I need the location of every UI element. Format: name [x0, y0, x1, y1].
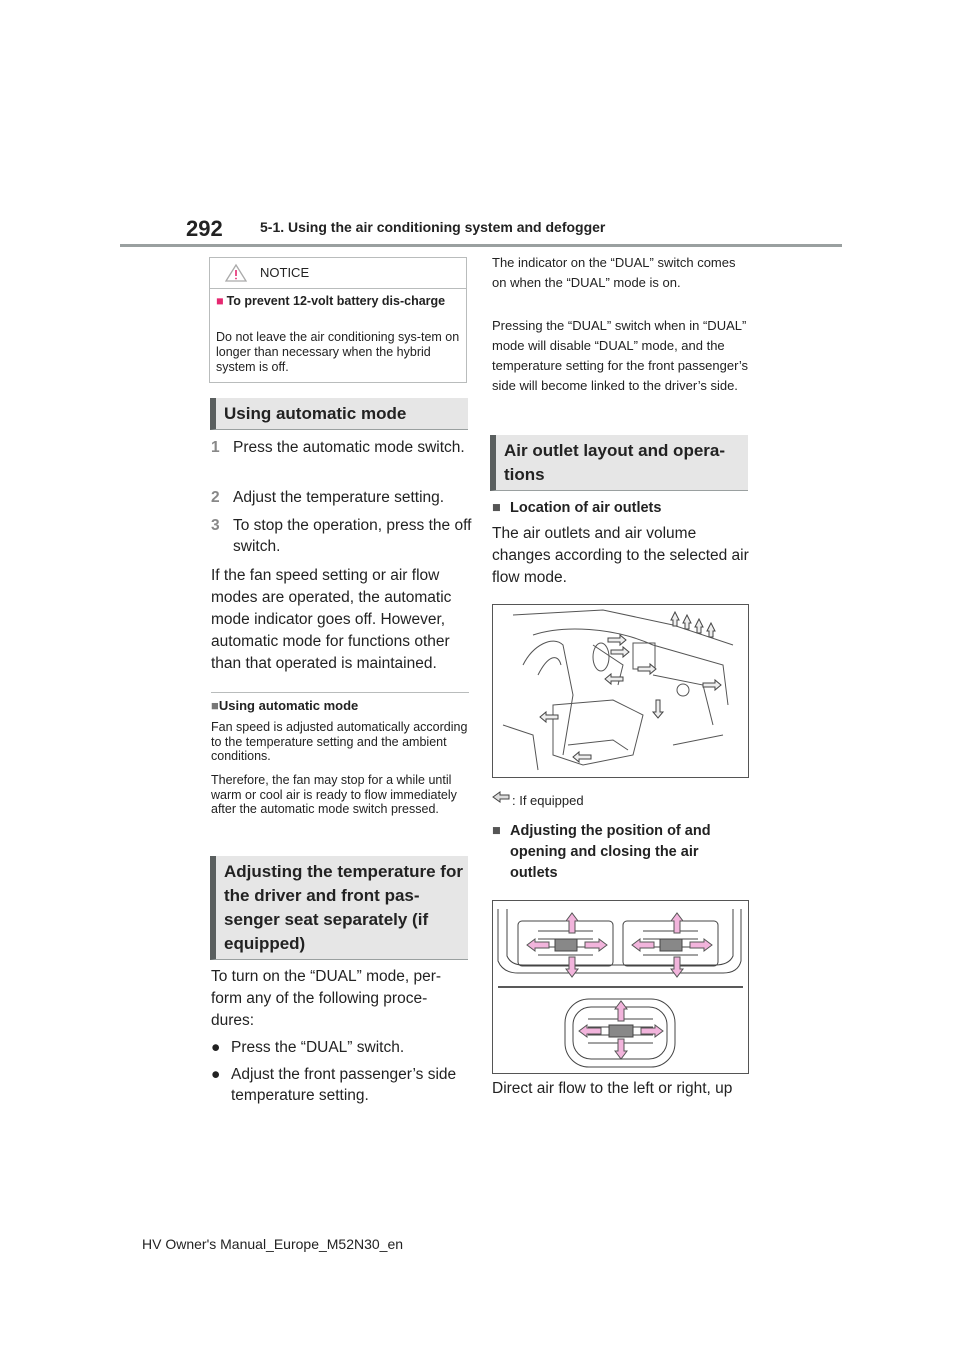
step-text: Press the automatic mode switch. — [233, 439, 465, 456]
heading-automatic-mode: Using automatic mode — [210, 398, 468, 430]
dual-bullet-1: ● Press the “DUAL” switch. — [211, 1039, 405, 1056]
cabin-air-outlets-figure — [492, 604, 749, 778]
dual-bullet-2: ● Adjust the front passenger’s side temperature setting. — [211, 1066, 457, 1104]
note-title: ■Using automatic mode — [211, 698, 359, 713]
header-rule — [120, 244, 842, 247]
optional-outlet-arrow-icon — [492, 791, 510, 803]
automatic-mode-paragraph: If the fan speed setting or air flow modes are operated, the automatic mode indicator goes off. However, automatic mode for functions other than that operated is maintained. — [211, 567, 452, 672]
bullet-icon: ● — [211, 1039, 221, 1056]
adjusting-outlets-text: Direct air flow to the left or right, up — [492, 1080, 733, 1097]
location-of-air-outlets-title: ■ Location of air outlets — [492, 498, 754, 520]
step-2 — [211, 487, 473, 509]
cabin-illustration — [493, 605, 748, 777]
adjusting-outlets-title: ■ Adjusting the position of and opening and closing the air outlets — [492, 823, 711, 881]
notice-body: Do not leave the air conditioning sys-tem on longer than necessary when the hybrid system is off. — [216, 330, 460, 374]
vent-illustration — [493, 901, 748, 1073]
square-bullet-icon: ■ — [211, 698, 219, 713]
step-text: To stop the operation, press the off switch. — [233, 517, 472, 555]
note-paragraph-2: Therefore, the fan may stop for a while until warm or cool air is ready to flow immediately after the automatic mode switch pressed. — [211, 773, 457, 816]
step-1 — [211, 437, 473, 481]
notice-title: ■ To prevent 12-volt battery dis-charge — [216, 294, 446, 308]
heading-dual-temperature: Adjusting the temperature for the driver and front pas-senger seat separately (if equipped) — [210, 856, 468, 960]
square-bullet-icon: ■ — [216, 294, 224, 308]
warning-triangle-icon — [224, 263, 248, 283]
section-title: 5-1. Using the air conditioning system and defogger — [260, 219, 606, 235]
heading-air-outlet-layout: Air outlet layout and opera-tions — [490, 435, 748, 491]
note-paragraph-1: Fan speed is adjusted automatically according to the temperature setting and the ambient conditions. — [211, 720, 468, 763]
notice-label: NOTICE — [260, 265, 310, 280]
dual-disable-paragraph: Pressing the “DUAL” switch when in “DUAL” mode will disable “DUAL” mode, and the temperature setting for the front passenger’s side will become linked to the driver’s side. — [492, 318, 749, 393]
bullet-icon: ● — [211, 1066, 221, 1083]
step-text: Adjust the temperature setting. — [233, 489, 445, 506]
footer-manual-id: HV Owner's Manual_Europe_M52N30_en — [142, 1236, 404, 1252]
notice-box — [209, 257, 467, 383]
step-number: 3 — [211, 517, 220, 534]
square-bullet-icon: ■ — [492, 500, 501, 516]
step-number: 2 — [211, 489, 220, 506]
step-number: 1 — [211, 439, 220, 456]
page-number: 292 — [186, 216, 223, 241]
note-divider — [211, 692, 469, 693]
vent-adjustment-figure — [492, 900, 749, 1074]
dual-indicator-paragraph: The indicator on the “DUAL” switch comes on when the “DUAL” mode is on. — [492, 255, 736, 290]
if-equipped-legend: : If equipped — [512, 793, 584, 808]
notice-header — [210, 258, 466, 289]
dual-intro: To turn on the “DUAL” mode, per-form any of the following proce-dures: — [211, 968, 442, 1029]
square-bullet-icon: ■ — [492, 823, 501, 839]
step-3 — [211, 515, 473, 559]
location-of-air-outlets-text: The air outlets and air volume changes according to the selected air flow mode. — [492, 525, 749, 586]
